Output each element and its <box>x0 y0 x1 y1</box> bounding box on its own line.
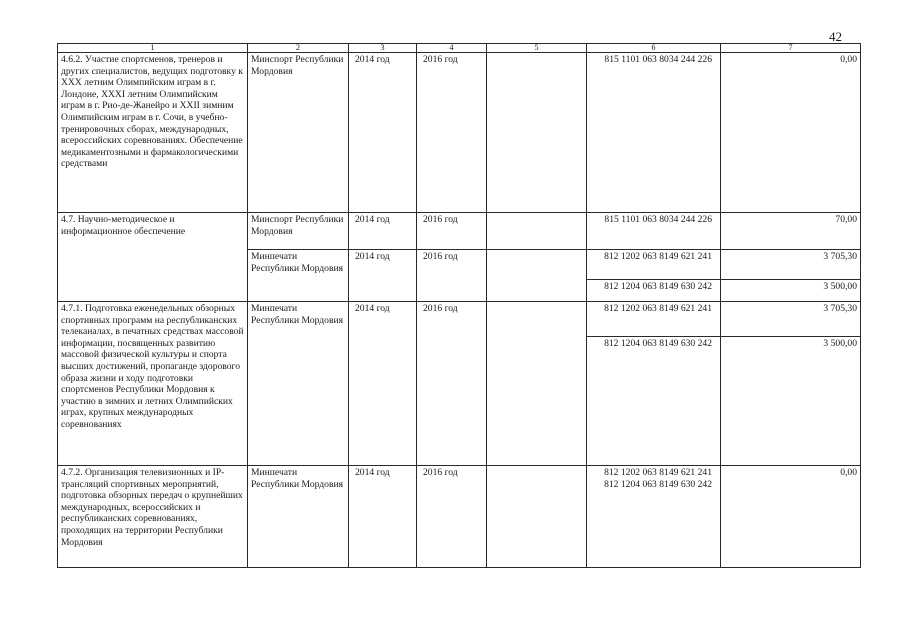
end-year: 2016 год <box>417 466 487 568</box>
start-year: 2014 год <box>349 213 417 250</box>
header-cell: 6 <box>587 44 721 53</box>
budget-code: 812 1204 063 8149 630 242 <box>587 337 721 466</box>
start-year: 2014 год <box>349 250 417 302</box>
executor: Минспорт Республики Мордовия <box>248 53 349 213</box>
start-year: 2014 год <box>349 53 417 213</box>
amount: 3 705,30 <box>721 302 861 337</box>
amount: 3 500,00 <box>721 337 861 466</box>
item-name: 4.6.2. Участие спортсменов, тренеров и других специалистов, ведущих подготовку к XXX летним Олимпийским играм в г. Лондоне, XXXI летним Олимпийским играм в г. Рио-де-Жанейро и XXII зимним Олимпийским играм в г. Сочи, в учебно-тренировочных сборах, международных, всероссийских соревнованиях. Обеспечение медикаментозными и фармакологическими средствами <box>58 53 248 213</box>
executor: Минспорт Республики Мордовия <box>248 213 349 250</box>
header-cell: 2 <box>248 44 349 53</box>
col5-cell <box>487 213 587 250</box>
table-row <box>58 213 861 250</box>
budget-table <box>57 43 861 568</box>
header-row <box>58 44 861 53</box>
end-year: 2016 год <box>417 53 487 213</box>
amount: 3 500,00 <box>721 280 861 302</box>
col5-cell <box>487 53 587 213</box>
end-year: 2016 год <box>417 302 487 466</box>
col5-cell <box>487 250 587 302</box>
executor: Минпечати Республики Мордовия <box>248 250 349 302</box>
header-cell: 4 <box>417 44 487 53</box>
header-cell: 5 <box>487 44 587 53</box>
budget-code: 815 1101 063 8034 244 226 <box>587 213 721 250</box>
budget-code: 812 1204 063 8149 630 242 <box>587 280 721 302</box>
end-year: 2016 год <box>417 250 487 302</box>
table-row <box>58 466 861 568</box>
budget-code: 812 1202 063 8149 621 241 <box>587 250 721 280</box>
col5-cell <box>487 466 587 568</box>
amount: 0,00 <box>721 53 861 213</box>
table-row <box>58 53 861 213</box>
executor: Минпечати Республики Мордовия <box>248 302 349 466</box>
header-cell: 3 <box>349 44 417 53</box>
page-number: 42 <box>829 29 842 44</box>
end-year: 2016 год <box>417 213 487 250</box>
header-cell: 7 <box>721 44 861 53</box>
item-name: 4.7.2. Организация телевизионных и IP-трансляций спортивных мероприятий, подготовка обзорных передач о крупнейших международных, всероссийских и республиканских соревнованиях, проходящих на территории Республики Мордовия <box>58 466 248 568</box>
budget-code-pair <box>587 466 721 568</box>
item-name: 4.7. Научно-методическое и информационное обеспечение <box>58 213 248 302</box>
amount: 3 705,30 <box>721 250 861 280</box>
start-year: 2014 год <box>349 466 417 568</box>
amount: 0,00 <box>721 466 861 568</box>
table-row <box>58 302 861 337</box>
item-name: 4.7.1. Подготовка еженедельных обзорных спортивных программ на республиканских телеканалах, в печатных средствах массовой информации, посвященных развитию массовой физической культуры и спорта высших достижений, пропаганде здорового образа жизни и ходу подготовки спортсменов Республики Мордовия к участию в зимних и летних Олимпийских играх, крупных международных соревнованиях <box>58 302 248 466</box>
header-cell: 1 <box>58 44 248 53</box>
start-year: 2014 год <box>349 302 417 466</box>
budget-code: 815 1101 063 8034 244 226 <box>587 53 721 213</box>
col5-cell <box>487 302 587 466</box>
amount: 70,00 <box>721 213 861 250</box>
budget-code: 812 1204 063 8149 630 242 <box>604 478 712 490</box>
budget-code: 812 1202 063 8149 621 241 <box>587 302 721 337</box>
executor: Минпечати Республики Мордовия <box>248 466 349 568</box>
budget-code: 812 1202 063 8149 621 241 <box>604 467 712 478</box>
